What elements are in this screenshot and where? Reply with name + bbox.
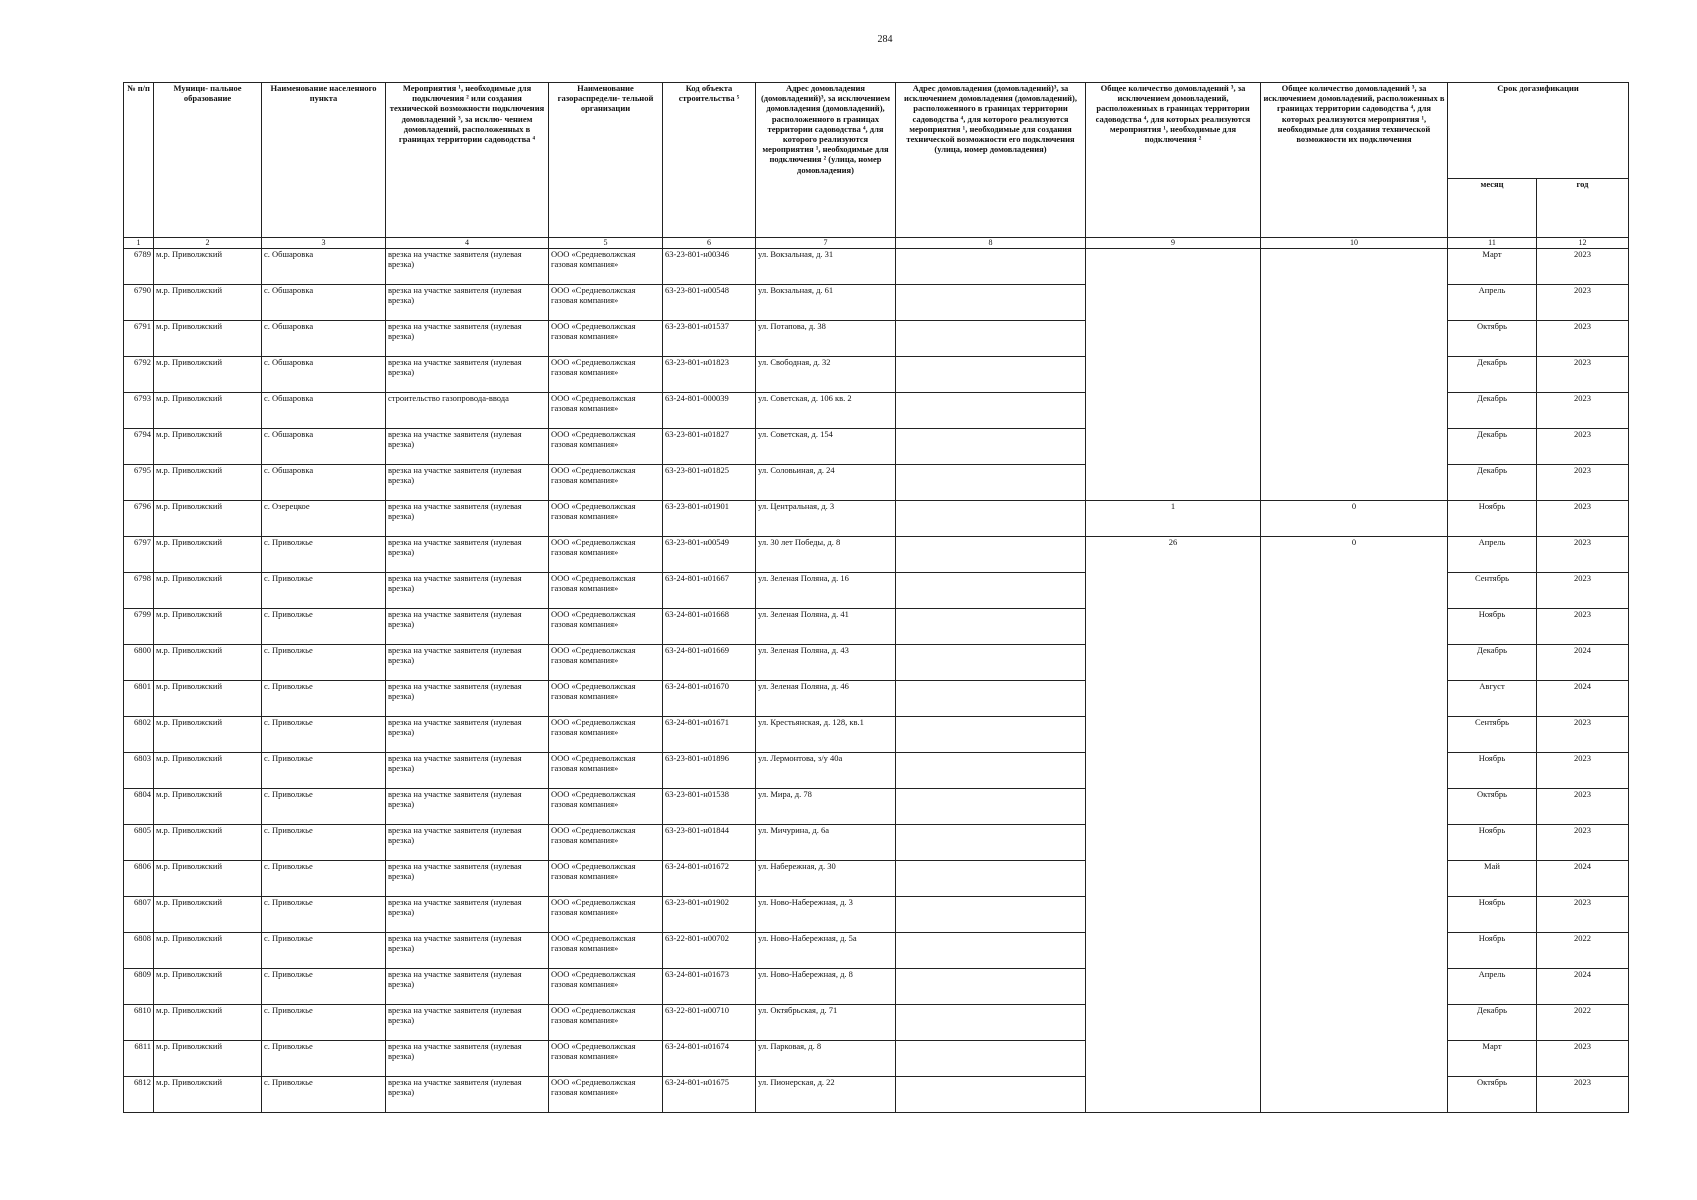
address-cell: ул. 30 лет Победы, д. 8 (756, 537, 896, 573)
municipality-cell: м.р. Приволжский (154, 789, 262, 825)
object-code-cell: 63-24-801-н01671 (663, 717, 756, 753)
measure-cell: врезка на участке заявителя (нулевая врезка) (386, 357, 549, 393)
capability-address-cell (896, 465, 1086, 501)
measure-cell: врезка на участке заявителя (нулевая врезка) (386, 681, 549, 717)
organization-cell: ООО «Средневолжская газовая компания» (549, 1005, 663, 1041)
capability-address-cell (896, 1005, 1086, 1041)
settlement-cell: с. Приволжье (262, 681, 386, 717)
measure-cell: врезка на участке заявителя (нулевая врезка) (386, 789, 549, 825)
row-number: 6811 (124, 1041, 154, 1077)
organization-cell: ООО «Средневолжская газовая компания» (549, 609, 663, 645)
capability-address-cell (896, 249, 1086, 285)
capability-address-cell (896, 969, 1086, 1005)
column-number: 12 (1537, 238, 1629, 249)
organization-cell: ООО «Средневолжская газовая компания» (549, 393, 663, 429)
settlement-cell: с. Приволжье (262, 717, 386, 753)
address-cell: ул. Лермонтова, з/у 40а (756, 753, 896, 789)
object-code-cell: 63-24-801-н01674 (663, 1041, 756, 1077)
municipality-cell: м.р. Приволжский (154, 933, 262, 969)
header-year: год (1537, 179, 1629, 238)
measure-cell: врезка на участке заявителя (нулевая врезка) (386, 609, 549, 645)
municipality-cell: м.р. Приволжский (154, 825, 262, 861)
row-number: 6798 (124, 573, 154, 609)
organization-cell: ООО «Средневолжская газовая компания» (549, 861, 663, 897)
object-code-cell: 63-23-801-н01827 (663, 429, 756, 465)
year-cell: 2023 (1537, 1041, 1629, 1077)
object-code-cell: 63-23-801-н01538 (663, 789, 756, 825)
address-cell: ул. Зеленая Поляна, д. 41 (756, 609, 896, 645)
measure-cell: строительство газопровода-ввода (386, 393, 549, 429)
month-cell: Октябрь (1448, 1077, 1537, 1113)
settlement-cell: с. Обшаровка (262, 393, 386, 429)
capability-address-cell (896, 897, 1086, 933)
address-cell: ул. Зеленая Поляна, д. 16 (756, 573, 896, 609)
object-code-cell: 63-24-801-н01675 (663, 1077, 756, 1113)
address-cell: ул. Зеленая Поляна, д. 43 (756, 645, 896, 681)
page-number: 284 (877, 34, 893, 45)
year-cell: 2023 (1537, 501, 1629, 537)
row-number: 6802 (124, 717, 154, 753)
year-cell: 2023 (1537, 321, 1629, 357)
object-code-cell: 63-23-801-н01825 (663, 465, 756, 501)
measure-cell: врезка на участке заявителя (нулевая врезка) (386, 501, 549, 537)
header-count-connection: Общее количество домовладений ³, за исключением домовладений, расположенных в границах территории садоводства ⁴, для которых реализуются мероприятия ¹, необходимые для подключения ² (1086, 83, 1261, 238)
settlement-cell: с. Обшаровка (262, 465, 386, 501)
capability-address-cell (896, 933, 1086, 969)
header-settlement: Наименование населенного пункта (262, 83, 386, 238)
row-number: 6790 (124, 285, 154, 321)
measure-cell: врезка на участке заявителя (нулевая врезка) (386, 465, 549, 501)
object-code-cell: 63-24-801-000039 (663, 393, 756, 429)
municipality-cell: м.р. Приволжский (154, 321, 262, 357)
table-row (124, 249, 1629, 285)
organization-cell: ООО «Средневолжская газовая компания» (549, 969, 663, 1005)
municipality-cell: м.р. Приволжский (154, 897, 262, 933)
organization-cell: ООО «Средневолжская газовая компания» (549, 789, 663, 825)
settlement-cell: с. Приволжье (262, 969, 386, 1005)
address-cell: ул. Ново-Набережная, д. 5а (756, 933, 896, 969)
year-cell: 2023 (1537, 285, 1629, 321)
settlement-cell: с. Обшаровка (262, 357, 386, 393)
municipality-cell: м.р. Приволжский (154, 1077, 262, 1113)
header-address-capability: Адрес домовладения (домовладений)³, за исключением домовладения (домовладений), расположенного в границах территории садоводства ⁴, для которого реализуются мероприятия ¹, необходимые для создания технической возможности его подключения (улица, номер домовладения) (896, 83, 1086, 238)
month-cell: Ноябрь (1448, 753, 1537, 789)
count-capability-cell: 0 (1261, 537, 1448, 1113)
year-cell: 2023 (1537, 789, 1629, 825)
address-cell: ул. Советская, д. 154 (756, 429, 896, 465)
municipality-cell: м.р. Приволжский (154, 861, 262, 897)
settlement-cell: с. Приволжье (262, 1005, 386, 1041)
municipality-cell: м.р. Приволжский (154, 609, 262, 645)
month-cell: Декабрь (1448, 1005, 1537, 1041)
row-number: 6807 (124, 897, 154, 933)
row-number: 6801 (124, 681, 154, 717)
capability-address-cell (896, 321, 1086, 357)
row-number: 6800 (124, 645, 154, 681)
object-code-cell: 63-24-801-н01670 (663, 681, 756, 717)
organization-cell: ООО «Средневолжская газовая компания» (549, 465, 663, 501)
header-count-capability: Общее количество домовладений ³, за исключением домовладений, расположенных в границах территории садоводства ⁴, для которых реализуются мероприятия ¹, необходимые для создания технической возможности их подключения (1261, 83, 1448, 238)
column-number: 9 (1086, 238, 1261, 249)
column-number: 7 (756, 238, 896, 249)
row-number: 6793 (124, 393, 154, 429)
table-row (124, 501, 1629, 537)
row-number: 6805 (124, 825, 154, 861)
object-code-cell: 63-24-801-н01672 (663, 861, 756, 897)
month-cell: Апрель (1448, 537, 1537, 573)
capability-address-cell (896, 681, 1086, 717)
address-cell: ул. Октябрьская, д. 71 (756, 1005, 896, 1041)
month-cell: Ноябрь (1448, 501, 1537, 537)
capability-address-cell (896, 537, 1086, 573)
organization-cell: ООО «Средневолжская газовая компания» (549, 897, 663, 933)
object-code-cell: 63-23-801-н01844 (663, 825, 756, 861)
municipality-cell: м.р. Приволжский (154, 1005, 262, 1041)
organization-cell: ООО «Средневолжская газовая компания» (549, 1077, 663, 1113)
organization-cell: ООО «Средневолжская газовая компания» (549, 825, 663, 861)
capability-address-cell (896, 825, 1086, 861)
address-cell: ул. Крестьянская, д. 128, кв.1 (756, 717, 896, 753)
measure-cell: врезка на участке заявителя (нулевая врезка) (386, 861, 549, 897)
year-cell: 2024 (1537, 861, 1629, 897)
capability-address-cell (896, 357, 1086, 393)
row-number: 6792 (124, 357, 154, 393)
header-number: № п/п (124, 83, 154, 238)
object-code-cell: 63-24-801-н01668 (663, 609, 756, 645)
row-number: 6794 (124, 429, 154, 465)
settlement-cell: с. Приволжье (262, 861, 386, 897)
capability-address-cell (896, 285, 1086, 321)
count-connection-cell: 1 (1086, 501, 1261, 537)
year-cell: 2024 (1537, 969, 1629, 1005)
year-cell: 2023 (1537, 465, 1629, 501)
count-connection-cell: 26 (1086, 537, 1261, 1113)
month-cell: Декабрь (1448, 465, 1537, 501)
object-code-cell: 63-23-801-н00548 (663, 285, 756, 321)
count-capability-cell: 0 (1261, 501, 1448, 537)
settlement-cell: с. Приволжье (262, 645, 386, 681)
capability-address-cell (896, 753, 1086, 789)
municipality-cell: м.р. Приволжский (154, 465, 262, 501)
measure-cell: врезка на участке заявителя (нулевая врезка) (386, 753, 549, 789)
header-measures: Мероприятия ¹, необходимые для подключения ² или создания технической возможности подключения домовладений ³, за исклю- чением домовладений, расположенных в границах территории садоводства ⁴ (386, 83, 549, 238)
header-month: месяц (1448, 179, 1537, 238)
settlement-cell: с. Приволжье (262, 897, 386, 933)
year-cell: 2023 (1537, 609, 1629, 645)
year-cell: 2023 (1537, 1077, 1629, 1113)
address-cell: ул. Вокзальная, д. 61 (756, 285, 896, 321)
header-address-connection: Адрес домовладения (домовладений)³, за исключением домовладения (домовладений), расположенного в границах территории садоводства ⁴, для которого реализуются мероприятия ¹, необходимые для подключения ² (улица, номер домовладения) (756, 83, 896, 238)
month-cell: Ноябрь (1448, 897, 1537, 933)
object-code-cell: 63-22-801-н00702 (663, 933, 756, 969)
column-number: 10 (1261, 238, 1448, 249)
header-object-code: Код объекта строительства ⁵ (663, 83, 756, 238)
column-number: 4 (386, 238, 549, 249)
year-cell: 2024 (1537, 681, 1629, 717)
settlement-cell: с. Обшаровка (262, 321, 386, 357)
municipality-cell: м.р. Приволжский (154, 681, 262, 717)
measure-cell: врезка на участке заявителя (нулевая врезка) (386, 717, 549, 753)
row-number: 6789 (124, 249, 154, 285)
year-cell: 2023 (1537, 825, 1629, 861)
capability-address-cell (896, 1077, 1086, 1113)
organization-cell: ООО «Средневолжская газовая компания» (549, 321, 663, 357)
address-cell: ул. Набережная, д. 30 (756, 861, 896, 897)
column-number: 2 (154, 238, 262, 249)
organization-cell: ООО «Средневолжская газовая компания» (549, 681, 663, 717)
year-cell: 2024 (1537, 645, 1629, 681)
row-number: 6809 (124, 969, 154, 1005)
month-cell: Апрель (1448, 285, 1537, 321)
month-cell: Ноябрь (1448, 933, 1537, 969)
object-code-cell: 63-24-801-н01669 (663, 645, 756, 681)
row-number: 6796 (124, 501, 154, 537)
municipality-cell: м.р. Приволжский (154, 285, 262, 321)
address-cell: ул. Советская, д. 106 кв. 2 (756, 393, 896, 429)
address-cell: ул. Зеленая Поляна, д. 46 (756, 681, 896, 717)
column-number-row (124, 238, 1629, 249)
row-number: 6791 (124, 321, 154, 357)
object-code-cell: 63-23-801-н00346 (663, 249, 756, 285)
row-number: 6795 (124, 465, 154, 501)
count-capability-cell (1261, 249, 1448, 501)
organization-cell: ООО «Средневолжская газовая компания» (549, 249, 663, 285)
month-cell: Ноябрь (1448, 609, 1537, 645)
year-cell: 2023 (1537, 537, 1629, 573)
count-connection-cell (1086, 249, 1261, 501)
settlement-cell: с. Обшаровка (262, 285, 386, 321)
capability-address-cell (896, 573, 1086, 609)
address-cell: ул. Соловьиная, д. 24 (756, 465, 896, 501)
settlement-cell: с. Приволжье (262, 537, 386, 573)
capability-address-cell (896, 501, 1086, 537)
row-number: 6803 (124, 753, 154, 789)
settlement-cell: с. Приволжье (262, 609, 386, 645)
measure-cell: врезка на участке заявителя (нулевая врезка) (386, 249, 549, 285)
month-cell: Ноябрь (1448, 825, 1537, 861)
row-number: 6810 (124, 1005, 154, 1041)
address-cell: ул. Вокзальная, д. 31 (756, 249, 896, 285)
address-cell: ул. Пионерская, д. 22 (756, 1077, 896, 1113)
municipality-cell: м.р. Приволжский (154, 393, 262, 429)
organization-cell: ООО «Средневолжская газовая компания» (549, 645, 663, 681)
measure-cell: врезка на участке заявителя (нулевая врезка) (386, 645, 549, 681)
month-cell: Декабрь (1448, 429, 1537, 465)
measure-cell: врезка на участке заявителя (нулевая врезка) (386, 1041, 549, 1077)
year-cell: 2023 (1537, 753, 1629, 789)
year-cell: 2023 (1537, 717, 1629, 753)
organization-cell: ООО «Средневолжская газовая компания» (549, 933, 663, 969)
address-cell: ул. Мира, д. 78 (756, 789, 896, 825)
organization-cell: ООО «Средневолжская газовая компания» (549, 501, 663, 537)
address-cell: ул. Ново-Набережная, д. 3 (756, 897, 896, 933)
organization-cell: ООО «Средневолжская газовая компания» (549, 717, 663, 753)
measure-cell: врезка на участке заявителя (нулевая врезка) (386, 825, 549, 861)
table-row (124, 537, 1629, 573)
month-cell: Декабрь (1448, 645, 1537, 681)
organization-cell: ООО «Средневолжская газовая компания» (549, 285, 663, 321)
address-cell: ул. Мичурина, д. 6а (756, 825, 896, 861)
municipality-cell: м.р. Приволжский (154, 537, 262, 573)
row-number: 6806 (124, 861, 154, 897)
organization-cell: ООО «Средневолжская газовая компания» (549, 573, 663, 609)
object-code-cell: 63-23-801-н01902 (663, 897, 756, 933)
month-cell: Апрель (1448, 969, 1537, 1005)
municipality-cell: м.р. Приволжский (154, 1041, 262, 1077)
organization-cell: ООО «Средневолжская газовая компания» (549, 357, 663, 393)
municipality-cell: м.р. Приволжский (154, 969, 262, 1005)
settlement-cell: с. Приволжье (262, 789, 386, 825)
row-number: 6812 (124, 1077, 154, 1113)
object-code-cell: 63-24-801-н01673 (663, 969, 756, 1005)
year-cell: 2023 (1537, 429, 1629, 465)
measure-cell: врезка на участке заявителя (нулевая врезка) (386, 429, 549, 465)
measure-cell: врезка на участке заявителя (нулевая врезка) (386, 573, 549, 609)
month-cell: Май (1448, 861, 1537, 897)
column-number: 8 (896, 238, 1086, 249)
object-code-cell: 63-23-801-н01896 (663, 753, 756, 789)
month-cell: Сентябрь (1448, 717, 1537, 753)
capability-address-cell (896, 861, 1086, 897)
capability-address-cell (896, 789, 1086, 825)
header-organization: Наименование газораспредели- тельной организации (549, 83, 663, 238)
object-code-cell: 63-24-801-н01667 (663, 573, 756, 609)
gasification-table (123, 82, 1629, 1113)
settlement-cell: с. Приволжье (262, 1077, 386, 1113)
month-cell: Сентябрь (1448, 573, 1537, 609)
settlement-cell: с. Приволжье (262, 573, 386, 609)
month-cell: Март (1448, 1041, 1537, 1077)
settlement-cell: с. Приволжье (262, 1041, 386, 1077)
column-number: 3 (262, 238, 386, 249)
year-cell: 2023 (1537, 897, 1629, 933)
organization-cell: ООО «Средневолжская газовая компания» (549, 753, 663, 789)
measure-cell: врезка на участке заявителя (нулевая врезка) (386, 1005, 549, 1041)
year-cell: 2023 (1537, 357, 1629, 393)
address-cell: ул. Свободная, д. 32 (756, 357, 896, 393)
settlement-cell: с. Обшаровка (262, 429, 386, 465)
capability-address-cell (896, 609, 1086, 645)
column-number: 1 (124, 238, 154, 249)
settlement-cell: с. Приволжье (262, 825, 386, 861)
address-cell: ул. Парковая, д. 8 (756, 1041, 896, 1077)
municipality-cell: м.р. Приволжский (154, 429, 262, 465)
row-number: 6804 (124, 789, 154, 825)
measure-cell: врезка на участке заявителя (нулевая врезка) (386, 933, 549, 969)
capability-address-cell (896, 393, 1086, 429)
measure-cell: врезка на участке заявителя (нулевая врезка) (386, 321, 549, 357)
measure-cell: врезка на участке заявителя (нулевая врезка) (386, 537, 549, 573)
year-cell: 2022 (1537, 1005, 1629, 1041)
month-cell: Декабрь (1448, 393, 1537, 429)
settlement-cell: с. Озерецкое (262, 501, 386, 537)
header-deadline: Срок догазификации (1448, 83, 1629, 179)
month-cell: Октябрь (1448, 321, 1537, 357)
month-cell: Март (1448, 249, 1537, 285)
settlement-cell: с. Приволжье (262, 933, 386, 969)
municipality-cell: м.р. Приволжский (154, 753, 262, 789)
object-code-cell: 63-23-801-н01901 (663, 501, 756, 537)
organization-cell: ООО «Средневолжская газовая компания» (549, 537, 663, 573)
measure-cell: врезка на участке заявителя (нулевая врезка) (386, 897, 549, 933)
measure-cell: врезка на участке заявителя (нулевая врезка) (386, 969, 549, 1005)
settlement-cell: с. Приволжье (262, 753, 386, 789)
municipality-cell: м.р. Приволжский (154, 501, 262, 537)
capability-address-cell (896, 1041, 1086, 1077)
municipality-cell: м.р. Приволжский (154, 645, 262, 681)
year-cell: 2023 (1537, 393, 1629, 429)
organization-cell: ООО «Средневолжская газовая компания» (549, 1041, 663, 1077)
capability-address-cell (896, 717, 1086, 753)
address-cell: ул. Центральная, д. 3 (756, 501, 896, 537)
measure-cell: врезка на участке заявителя (нулевая врезка) (386, 1077, 549, 1113)
year-cell: 2022 (1537, 933, 1629, 969)
object-code-cell: 63-23-801-н01823 (663, 357, 756, 393)
row-number: 6799 (124, 609, 154, 645)
municipality-cell: м.р. Приволжский (154, 249, 262, 285)
column-number: 6 (663, 238, 756, 249)
column-number: 5 (549, 238, 663, 249)
measure-cell: врезка на участке заявителя (нулевая врезка) (386, 285, 549, 321)
capability-address-cell (896, 429, 1086, 465)
municipality-cell: м.р. Приволжский (154, 357, 262, 393)
month-cell: Август (1448, 681, 1537, 717)
column-number: 11 (1448, 238, 1537, 249)
row-number: 6797 (124, 537, 154, 573)
address-cell: ул. Ново-Набережная, д. 8 (756, 969, 896, 1005)
capability-address-cell (896, 645, 1086, 681)
object-code-cell: 63-23-801-н00549 (663, 537, 756, 573)
month-cell: Октябрь (1448, 789, 1537, 825)
object-code-cell: 63-23-801-н01537 (663, 321, 756, 357)
address-cell: ул. Потапова, д. 38 (756, 321, 896, 357)
organization-cell: ООО «Средневолжская газовая компания» (549, 429, 663, 465)
municipality-cell: м.р. Приволжский (154, 573, 262, 609)
municipality-cell: м.р. Приволжский (154, 717, 262, 753)
object-code-cell: 63-22-801-н00710 (663, 1005, 756, 1041)
header-municipality: Муници- пальное образование (154, 83, 262, 238)
settlement-cell: с. Обшаровка (262, 249, 386, 285)
year-cell: 2023 (1537, 249, 1629, 285)
year-cell: 2023 (1537, 573, 1629, 609)
month-cell: Декабрь (1448, 357, 1537, 393)
row-number: 6808 (124, 933, 154, 969)
